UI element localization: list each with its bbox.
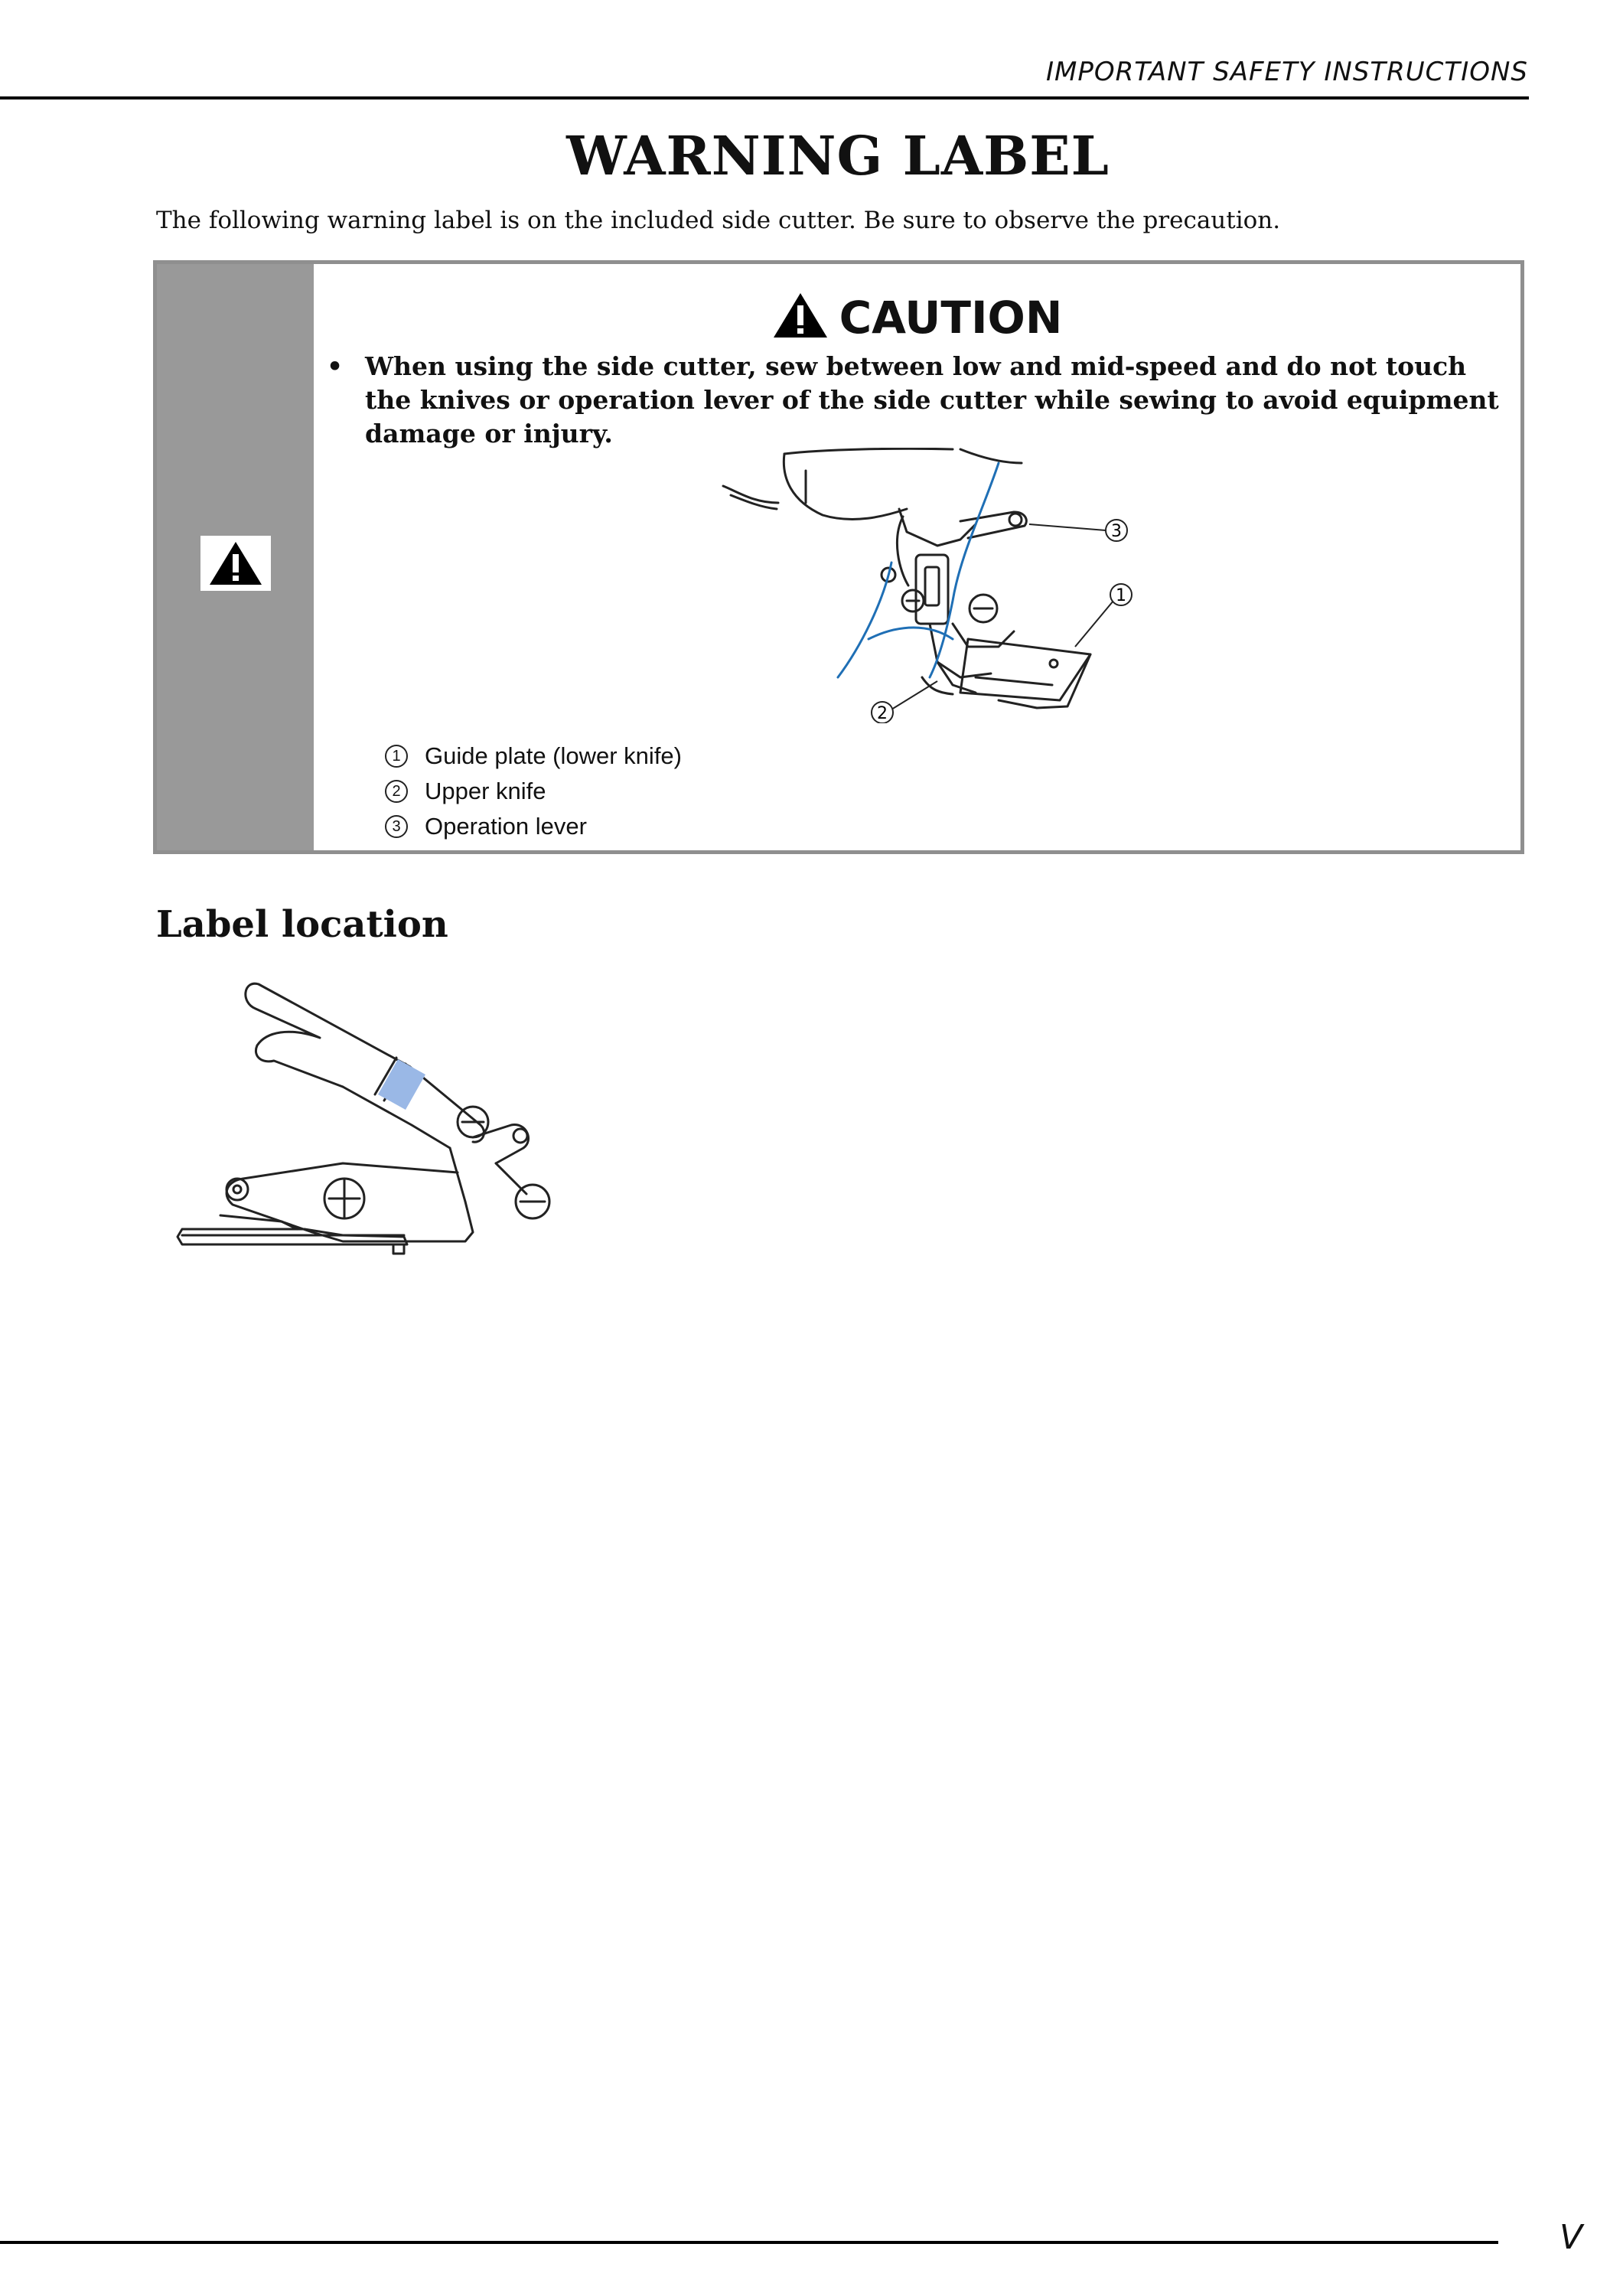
warning-triangle-icon bbox=[200, 536, 271, 591]
svg-text:3: 3 bbox=[1111, 522, 1122, 541]
callout-1 bbox=[1110, 584, 1132, 605]
legend-label: Guide plate (lower knife) bbox=[425, 742, 682, 769]
legend-label: Operation lever bbox=[425, 813, 587, 840]
bullet-dot-icon: • bbox=[327, 351, 344, 381]
header-rule bbox=[0, 96, 1529, 99]
footer-rule bbox=[0, 2241, 1498, 2244]
caution-sidebar bbox=[157, 264, 314, 850]
legend-number: 2 bbox=[385, 780, 408, 803]
label-location-figure bbox=[167, 972, 580, 1266]
callout-3 bbox=[1106, 520, 1127, 541]
svg-text:1: 1 bbox=[1116, 586, 1126, 605]
label-location-heading: Label location bbox=[156, 903, 448, 946]
legend-item bbox=[385, 774, 682, 809]
legend-item bbox=[385, 809, 682, 844]
page-title: WARNING LABEL bbox=[566, 124, 1110, 188]
legend-number: 3 bbox=[385, 815, 408, 838]
warning-triangle-icon bbox=[772, 292, 829, 339]
caution-box bbox=[153, 260, 1524, 854]
side-cutter-figure bbox=[708, 448, 1228, 726]
svg-text:2: 2 bbox=[877, 704, 888, 723]
caution-heading bbox=[314, 292, 1520, 344]
caution-bullet bbox=[327, 350, 1505, 451]
caution-heading-text: CAUTION bbox=[839, 292, 1063, 344]
warning-label-location-highlight bbox=[378, 1059, 425, 1110]
legend-item bbox=[385, 739, 682, 774]
header-section-title: IMPORTANT SAFETY INSTRUCTIONS bbox=[1045, 57, 1528, 87]
figure-legend bbox=[385, 739, 682, 844]
intro-text: The following warning label is on the included side cutter. Be sure to observe the precaution. bbox=[156, 207, 1281, 234]
legend-label: Upper knife bbox=[425, 778, 546, 804]
callout-2 bbox=[872, 702, 893, 723]
page-number: V bbox=[1559, 2218, 1583, 2257]
caution-bullet-text: When using the side cutter, sew between low and mid-speed and do not touch the knives or operation lever of the side cutter while sewing to avoid equipment damage or injury. bbox=[365, 351, 1499, 448]
legend-number: 1 bbox=[385, 745, 408, 768]
